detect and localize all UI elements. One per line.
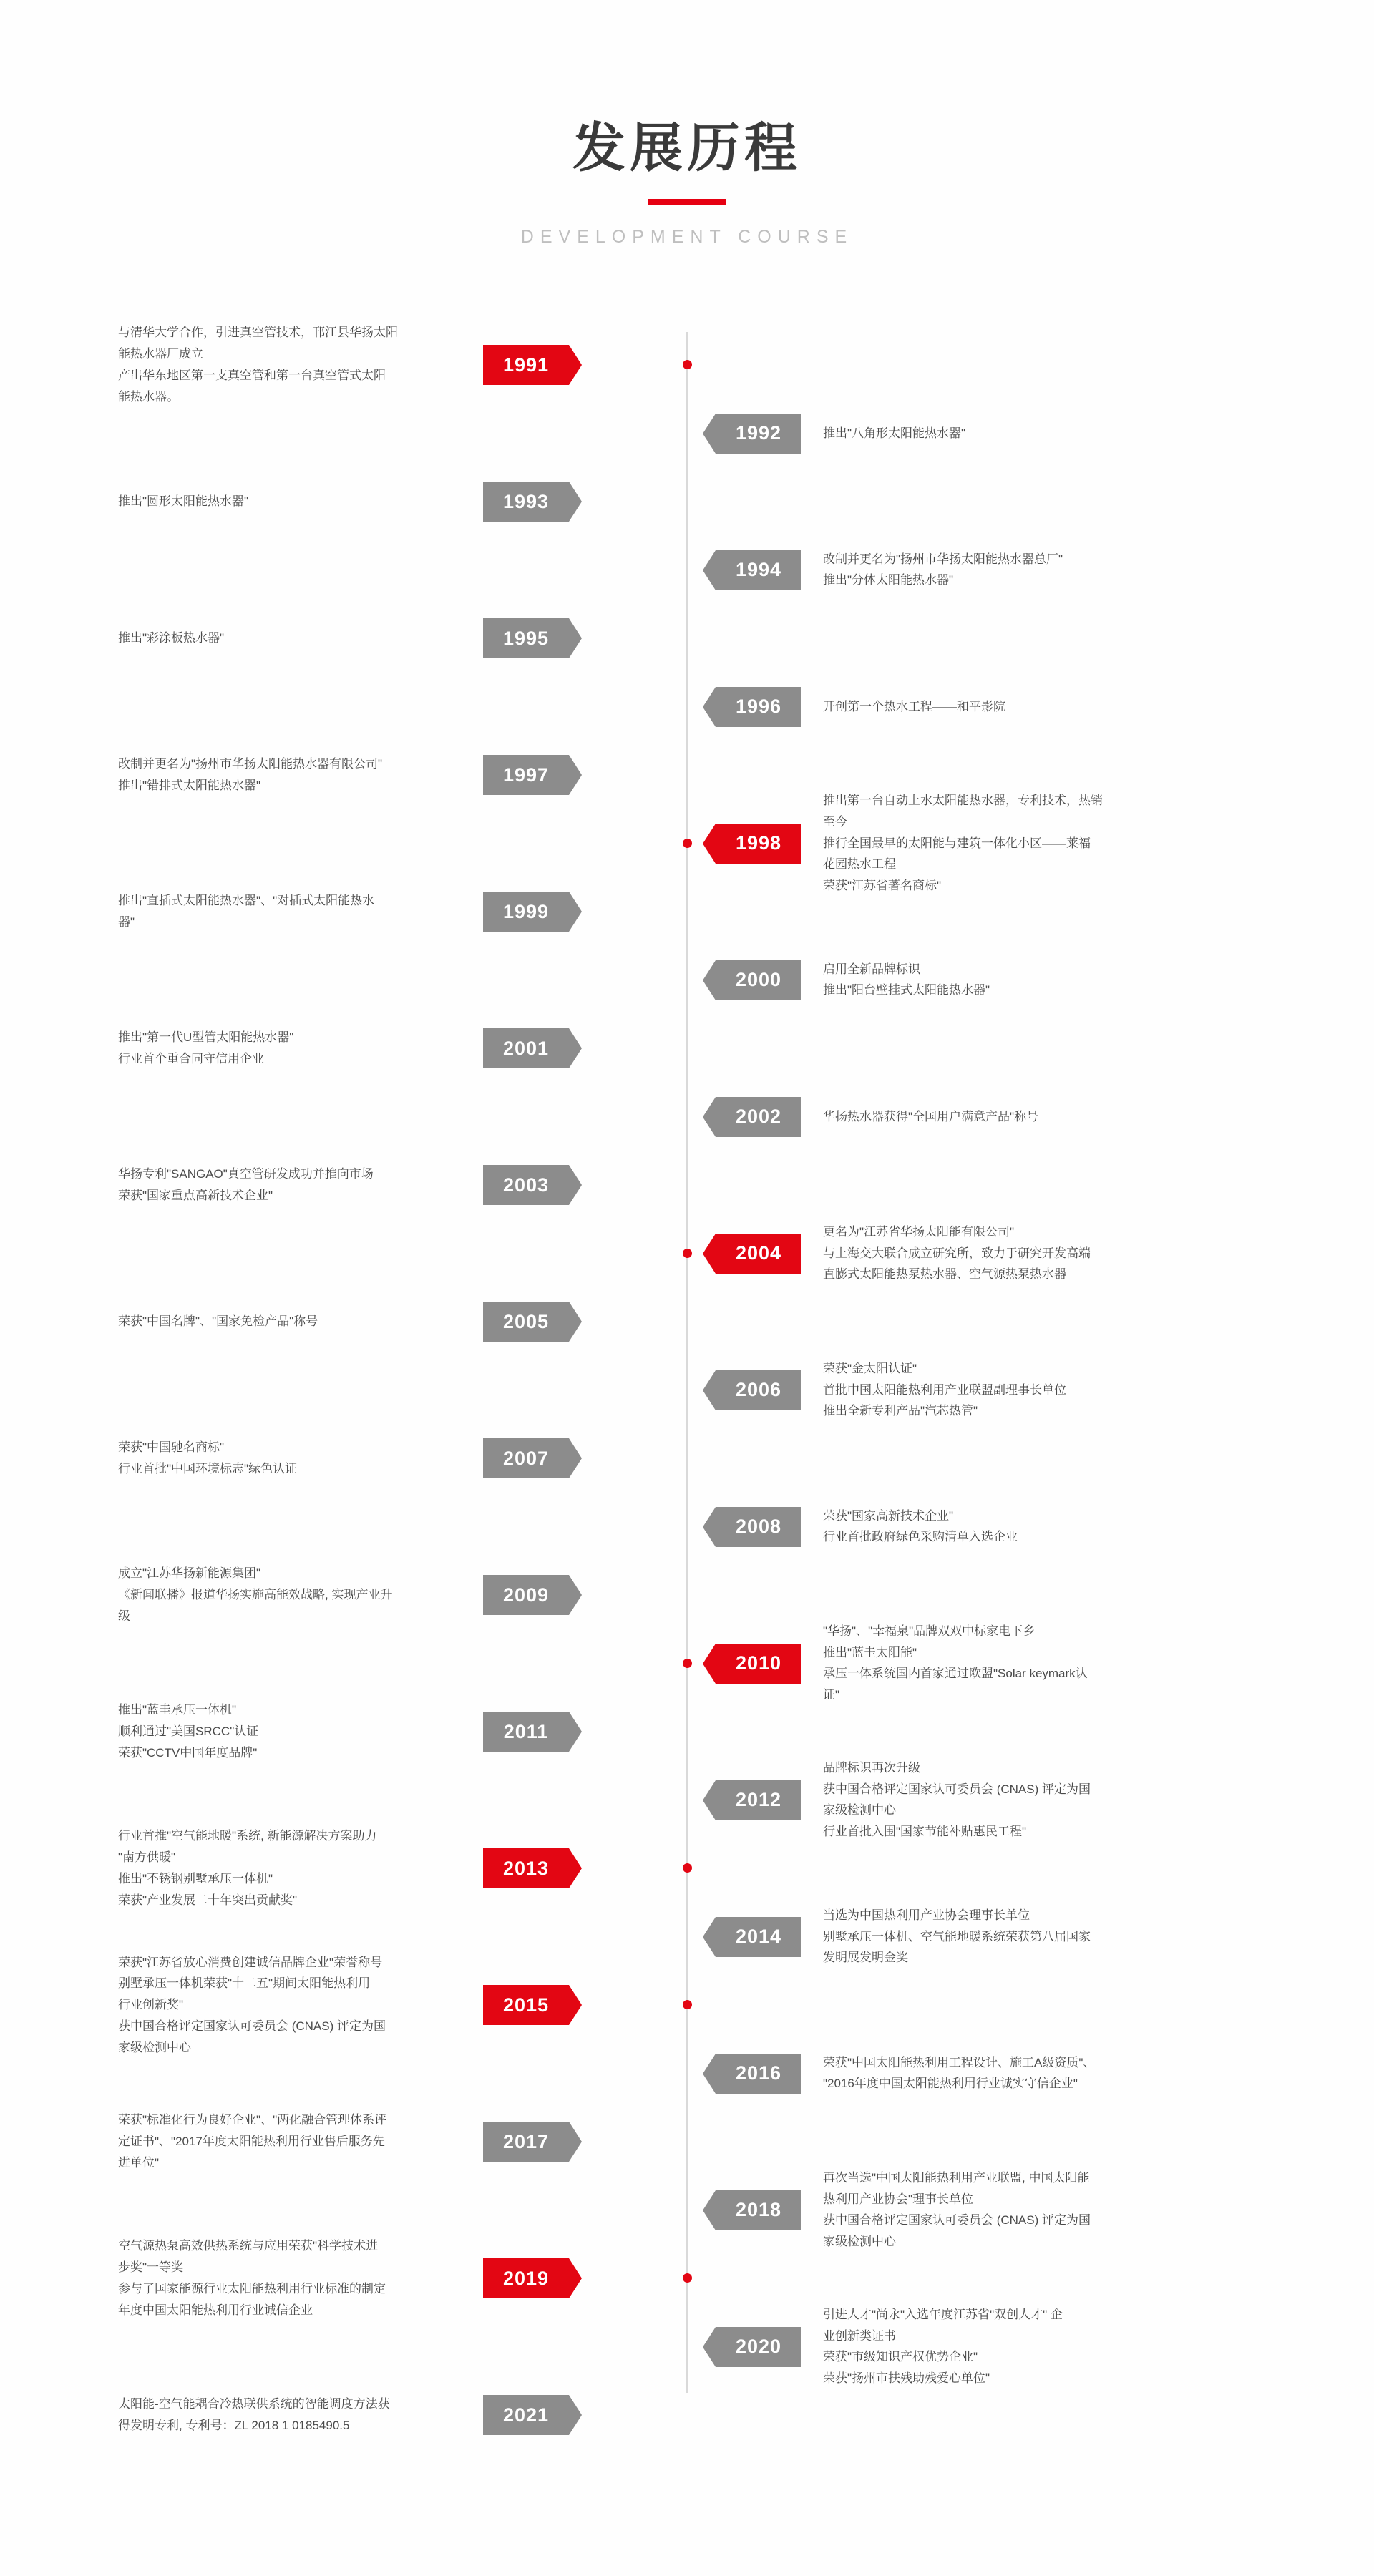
entry-description-2017 (118, 2109, 469, 2173)
title-underline (648, 199, 726, 205)
year-chip-2019[interactable] (483, 2258, 569, 2298)
entry-line: 成立"江苏华扬新能源集团" (118, 1566, 261, 1581)
entry-description-2001 (118, 1027, 469, 1070)
year-label: 2020 (735, 2336, 782, 2357)
entry-line: 推出"蓝圭太阳能" (823, 1645, 917, 1659)
year-label: 2017 (502, 2130, 550, 2152)
entry-line: 当选为中国热利用产业协会理事长单位 (823, 1908, 1030, 1922)
entry-description-2000 (823, 959, 1195, 1002)
year-chip-2021[interactable] (483, 2395, 569, 2435)
chip-arrow-icon (569, 2122, 582, 2162)
entry-line: 产出华东地区第一支真空管和第一台真空管式太阳 (118, 368, 386, 382)
entry-description-2019 (118, 2235, 469, 2321)
entry-line: 首批中国太阳能热利用产业联盟副理事长单位 (823, 1382, 1066, 1397)
year-chip-2004[interactable] (716, 1234, 802, 1274)
year-chip-2008[interactable] (716, 1507, 802, 1547)
entry-line: 再次当选"中国太阳能热利用产业联盟, 中国太阳能 (823, 2170, 1090, 2185)
entry-line: 行业创新奖" (118, 1998, 184, 2011)
chip-arrow-icon (703, 1234, 716, 1274)
entry-line: 荣获"金太阳认证" (823, 1361, 917, 1375)
year-label: 2014 (735, 1926, 782, 1947)
year-chip-2018[interactable] (716, 2190, 802, 2230)
chip-arrow-icon (569, 482, 582, 522)
chip-arrow-icon (703, 1507, 716, 1547)
year-label: 2018 (735, 2199, 782, 2220)
year-label: 1999 (502, 900, 550, 922)
entry-line: 《新闻联播》报道华扬实施高能效战略, 实现产业升 (118, 1588, 393, 1602)
entry-description-2018 (823, 2167, 1195, 2253)
entry-line: 推出"直插式太阳能热水器"、"对插式太阳能热水 (118, 894, 375, 908)
entry-line: 改制并更名为"扬州市华扬太阳能热水器有限公司" (118, 757, 383, 771)
entry-line: "2016年度中国太阳能热利用行业诚实守信企业" (823, 2077, 1078, 2091)
year-label: 2002 (735, 1106, 782, 1127)
entry-line: 业创新类证书 (823, 2328, 896, 2343)
entry-line: 发明展发明金奖 (823, 1951, 908, 1965)
page-title: 发展历程 (572, 118, 802, 177)
entry-line: 步奖"一等奖 (118, 2260, 184, 2275)
entry-line: 至今 (823, 814, 847, 829)
entry-description-1998 (823, 790, 1195, 897)
entry-description-2007 (118, 1437, 469, 1480)
entry-line: 太阳能-空气能耦合冷热联供系统的智能调度方法获 (118, 2397, 390, 2411)
year-label: 1997 (502, 763, 550, 786)
entry-line: 家级检测中心 (118, 2040, 191, 2054)
year-chip-2013[interactable] (483, 1848, 569, 1888)
chip-arrow-icon (569, 2258, 582, 2298)
year-chip-2001[interactable] (483, 1028, 569, 1068)
year-label: 2004 (735, 1242, 782, 1264)
chip-arrow-icon (703, 1917, 716, 1957)
entry-description-2005 (118, 1311, 469, 1332)
entry-line: 推出"圆形太阳能热水器" (118, 494, 249, 509)
entry-description-2008 (823, 1506, 1195, 1548)
year-label: 2015 (502, 1994, 550, 2016)
timeline (0, 326, 1374, 2479)
year-chip-2009[interactable] (483, 1575, 569, 1615)
chip-arrow-icon (569, 1712, 582, 1752)
highlight-dot-2010 (683, 1659, 692, 1668)
entry-line: 推出"八角形太阳能热水器" (823, 426, 966, 440)
entry-line: 推出"蓝圭承压一体机" (118, 1703, 237, 1717)
entry-description-2014 (823, 1905, 1195, 1968)
year-chip-1994[interactable] (716, 550, 802, 590)
entry-description-1996 (823, 696, 1195, 718)
entry-line: 华扬专利"SANGAO"真空管研发成功并推向市场 (118, 1167, 374, 1181)
highlight-dot-2013 (683, 1863, 692, 1873)
year-label: 2001 (502, 1037, 550, 1059)
year-chip-2014[interactable] (716, 1917, 802, 1957)
year-label: 2021 (502, 2404, 550, 2426)
entry-description-2009 (118, 1563, 469, 1626)
year-label: 1994 (735, 559, 782, 580)
page-header (0, 0, 1374, 248)
entry-line: 荣获"标准化行为良好企业"、"两化融合管理体系评 (118, 2113, 387, 2127)
year-chip-2005[interactable] (483, 1302, 569, 1342)
entry-line: 荣获"市级知识产权优势企业" (823, 2350, 978, 2364)
chip-arrow-icon (703, 2327, 716, 2367)
entry-line: 更名为"江苏省华扬太阳能有限公司" (823, 1224, 1015, 1239)
year-chip-2012[interactable] (716, 1780, 802, 1820)
entry-line: "华扬"、"幸福泉"品牌双双中标家电下乡 (823, 1624, 1036, 1638)
year-chip-1998[interactable] (716, 824, 802, 864)
year-label: 2009 (502, 1584, 550, 1606)
entry-line: 级 (118, 1609, 130, 1623)
chip-arrow-icon (569, 1575, 582, 1615)
entry-line: 推出全新专利产品"汽芯热管" (823, 1404, 978, 1418)
entry-line: 荣获"产业发展二十年突出贡献奖" (118, 1893, 298, 1907)
highlight-dot-2004 (683, 1249, 692, 1258)
entry-line: 能热水器。 (118, 389, 179, 404)
chip-arrow-icon (569, 892, 582, 932)
entry-description-1997 (118, 753, 469, 796)
chip-arrow-icon (703, 2190, 716, 2230)
year-label: 2005 (502, 1310, 550, 1332)
chip-arrow-icon (569, 1438, 582, 1478)
highlight-dot-2019 (683, 2273, 692, 2283)
year-label: 2012 (735, 1789, 782, 1810)
year-chip-2017[interactable] (483, 2122, 569, 2162)
entry-line: 推行全国最早的太阳能与建筑一体化小区——莱福 (823, 836, 1091, 850)
year-chip-2015[interactable] (483, 1985, 569, 2025)
entry-line: 荣获"扬州市扶残助残爱心单位" (823, 2371, 990, 2386)
year-label: 2006 (735, 1379, 782, 1400)
entry-line: 推出第一台自动上水太阳能热水器，专利技术，热销 (823, 794, 1103, 807)
timeline-axis (686, 332, 688, 2393)
chip-arrow-icon (703, 1780, 716, 1820)
entry-line: 能热水器厂成立 (118, 347, 203, 361)
year-chip-2003[interactable] (483, 1165, 569, 1205)
entry-line: "南方供暖" (118, 1850, 176, 1865)
entry-line: 推出"阳台壁挂式太阳能热水器" (823, 983, 990, 997)
year-chip-1997[interactable] (483, 755, 569, 795)
entry-line: 推出"分体太阳能热水器" (823, 573, 954, 587)
chip-arrow-icon (569, 618, 582, 658)
entry-description-2013 (118, 1825, 469, 1911)
year-label: 2011 (503, 1720, 549, 1742)
entry-line: 器" (118, 914, 135, 929)
entry-description-2003 (118, 1163, 469, 1206)
year-chip-2020[interactable] (716, 2327, 802, 2367)
entry-line: 荣获"国家高新技术企业" (823, 1508, 954, 1523)
year-chip-1992[interactable] (716, 414, 802, 454)
year-label: 1998 (735, 832, 782, 854)
entry-line: 得发明专利, 专利号：ZL 2018 1 0185490.5 (118, 2418, 350, 2432)
year-label: 1992 (735, 422, 782, 444)
entry-line: 行业首批"中国环境标志"绿色认证 (118, 1461, 298, 1475)
entry-line: 顺利通过"美国SRCC"认证 (118, 1724, 259, 1739)
year-label: 2003 (502, 1174, 550, 1196)
year-label: 1996 (735, 696, 782, 717)
chip-arrow-icon (703, 687, 716, 727)
year-chip-1993[interactable] (483, 482, 569, 522)
chip-arrow-icon (569, 1028, 582, 1068)
entry-line: 进单位" (118, 2155, 160, 2170)
year-chip-2016[interactable] (716, 2054, 802, 2094)
year-chip-1999[interactable] (483, 892, 569, 932)
entry-line: 花园热水工程 (823, 857, 896, 872)
year-label: 2019 (502, 2267, 550, 2289)
entry-line: 荣获"江苏省放心消费创建诚信品牌企业"荣誉称号 (118, 1955, 383, 1969)
entry-line: 证" (823, 1688, 840, 1702)
chip-arrow-icon (569, 345, 582, 385)
year-label: 2013 (502, 1857, 550, 1879)
chip-arrow-icon (703, 960, 716, 1000)
year-label: 2010 (735, 1652, 782, 1674)
year-chip-1991[interactable] (483, 345, 569, 385)
year-chip-1995[interactable] (483, 618, 569, 658)
entry-description-2002 (823, 1106, 1195, 1128)
entry-description-1999 (118, 890, 469, 933)
entry-line: 直膨式太阳能热泵热水器、空气源热泵热水器 (823, 1267, 1066, 1282)
chip-arrow-icon (703, 1370, 716, 1410)
year-label: 2016 (735, 2062, 782, 2084)
entry-line: 推出"错排式太阳能热水器" (118, 778, 261, 792)
entry-description-2011 (118, 1699, 469, 1763)
entry-line: 定证书"、"2017年度太阳能热利用行业售后服务先 (118, 2135, 385, 2149)
chip-arrow-icon (703, 2054, 716, 2094)
chip-arrow-icon (569, 1985, 582, 2025)
year-chip-2002[interactable] (716, 1097, 802, 1137)
entry-line: 品牌标识再次升级 (823, 1760, 920, 1775)
page-subtitle: DEVELOPMENT COURSE (520, 227, 854, 247)
highlight-dot-1998 (683, 839, 692, 848)
entry-line: 参与了国家能源行业太阳能热利用行业标准的制定 (118, 2281, 386, 2296)
entry-line: 行业首推"空气能地暖"系统, 新能源解决方案助力 (118, 1829, 377, 1843)
entry-line: 改制并更名为"扬州市华扬太阳能热水器总厂" (823, 552, 1063, 566)
chip-arrow-icon (703, 1097, 716, 1137)
entry-line: 推出"第一代U型管太阳能热水器" (118, 1030, 294, 1045)
entry-description-1994 (823, 549, 1195, 592)
highlight-dot-1991 (683, 360, 692, 369)
entry-line: 行业首个重合同守信用企业 (118, 1051, 264, 1065)
entry-line: 推出"不锈钢别墅承压一体机" (118, 1871, 273, 1885)
entry-line: 推出"彩涂板热水器" (118, 631, 225, 645)
year-label: 1995 (502, 627, 550, 649)
entry-description-2015 (118, 1952, 469, 2059)
entry-line: 家级检测中心 (823, 1803, 896, 1818)
entry-line: 华扬热水器获得"全国用户满意产品"称号 (823, 1109, 1039, 1123)
year-label: 1993 (502, 490, 550, 512)
entry-line: 荣获"国家重点高新技术企业" (118, 1188, 273, 1202)
entry-description-2016 (823, 2052, 1195, 2095)
entry-line: 行业首批政府绿色采购清单入选企业 (823, 1530, 1018, 1544)
entry-description-2012 (823, 1757, 1195, 1843)
entry-line: 获中国合格评定国家认可委员会 (CNAS) 评定为国 (823, 1782, 1091, 1796)
highlight-dot-2015 (683, 2000, 692, 2009)
entry-description-2021 (118, 2394, 469, 2436)
entry-description-1995 (118, 628, 469, 649)
entry-line: 热利用产业协会"理事长单位 (823, 2192, 974, 2206)
chip-arrow-icon (703, 414, 716, 454)
chip-arrow-icon (703, 1644, 716, 1684)
entry-line: 空气源热泵高效供热系统与应用荣获"科学技术进 (118, 2239, 379, 2253)
entry-description-1991 (118, 322, 469, 407)
chip-arrow-icon (569, 755, 582, 795)
entry-description-2004 (823, 1221, 1195, 1285)
chip-arrow-icon (569, 1165, 582, 1205)
entry-line: 与上海交大联合成立研究所，致力于研究开发高端 (823, 1246, 1091, 1260)
year-label: 1991 (502, 353, 550, 376)
entry-line: 与清华大学合作，引进真空管技术，邗江县华扬太阳 (118, 326, 398, 340)
chip-arrow-icon (569, 1848, 582, 1888)
chip-arrow-icon (569, 2395, 582, 2435)
entry-description-1993 (118, 491, 469, 512)
entry-line: 引进人才"尚永"入选年度江苏省"双创人才" 企 (823, 2307, 1063, 2321)
entry-line: 荣获"中国驰名商标" (118, 1440, 225, 1455)
entry-description-1992 (823, 423, 1195, 444)
year-chip-2000[interactable] (716, 960, 802, 1000)
chip-arrow-icon (703, 824, 716, 864)
entry-line: 家级检测中心 (823, 2235, 896, 2249)
entry-line: 获中国合格评定国家认可委员会 (CNAS) 评定为国 (118, 2019, 386, 2033)
entry-line: 别墅承压一体机、空气能地暖系统荣获第八届国家 (823, 1929, 1091, 1943)
entry-line: 年度中国太阳能热利用行业诚信企业 (118, 2303, 313, 2317)
entry-line: 荣获"中国名牌"、"国家免检产品"称号 (118, 1314, 318, 1329)
entry-line: 别墅承压一体机荣获"十二五"期间太阳能热利用 (118, 1976, 371, 1991)
year-chip-1996[interactable] (716, 687, 802, 727)
year-label: 2007 (502, 1447, 550, 1469)
year-label: 2000 (735, 969, 782, 990)
entry-line: 行业首批入围"国家节能补贴惠民工程" (823, 1825, 1027, 1839)
year-chip-2007[interactable] (483, 1438, 569, 1478)
entry-line: 荣获"江苏省著名商标" (823, 879, 942, 892)
year-chip-2006[interactable] (716, 1370, 802, 1410)
entry-description-2006 (823, 1358, 1195, 1422)
entry-line: 荣获"CCTV中国年度品牌" (118, 1745, 258, 1760)
chip-arrow-icon (569, 1302, 582, 1342)
entry-line: 荣获"中国太阳能热利用工程设计、施工A级资质"、 (823, 2055, 1096, 2069)
entry-line: 获中国合格评定国家认可委员会 (CNAS) 评定为国 (823, 2213, 1091, 2228)
entry-line: 启用全新品牌标识 (823, 962, 920, 976)
year-chip-2011[interactable] (483, 1712, 569, 1752)
entry-line: 开创第一个热水工程——和平影院 (823, 699, 1005, 713)
year-chip-2010[interactable] (716, 1644, 802, 1684)
year-label: 2008 (735, 1516, 782, 1537)
entry-description-2010 (823, 1621, 1195, 1706)
entry-line: 承压一体系统国内首家通过欧盟"Solar keymark认 (823, 1667, 1088, 1681)
chip-arrow-icon (703, 550, 716, 590)
entry-description-2020 (823, 2304, 1195, 2389)
